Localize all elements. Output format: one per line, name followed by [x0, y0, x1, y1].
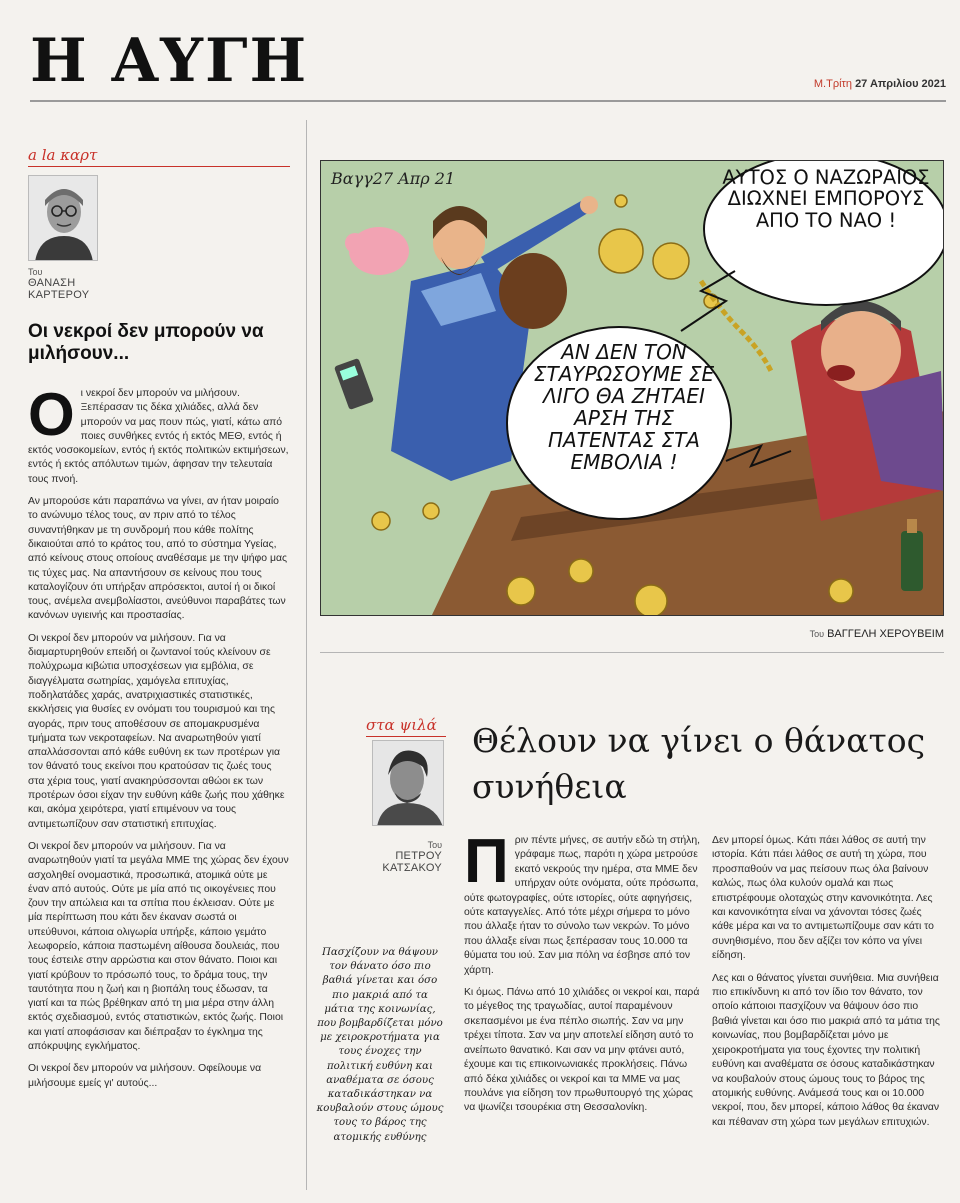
rubric-rule [28, 166, 290, 167]
column-separator [306, 120, 307, 1190]
cartoonist-signature: Βαγγ27 Απρ 21 [331, 169, 456, 188]
article-paragraph: Αν μπορούσε κάτι παραπάνω να γίνει, αν ήταν μοιραίο το ανώνυμο τέλος τους, αν πριν από το τέλος συναντήθηκαν με τη συνδρομή που κάθε πολίτης δικαιούται από το κράτος του, από το σύστημα Υγείας, από κείνους στους οποίους αναθέσαμε με την ψήφο μας τις τύχες μας. Να απαντήσουν σε κείνους που τους καταλογίζουν ότι υπήρξαν απρόσεκτοι, αυτοί ή οι δικοί τους, ανέμελα ανεμβολίαστοι, ανεύθυνοι παραβάτες των κανόνων υγιεινής και προστασίας. [28, 496, 287, 622]
rubric-rule-2 [366, 736, 446, 737]
author-photo [28, 175, 98, 261]
dateline-date: 27 Απριλίου 2021 [855, 78, 946, 90]
author-name-2-line1: ΠΕΤΡΟΥ [395, 850, 442, 862]
author-name-line1: ΘΑΝΑΣΗ [28, 277, 76, 289]
byline-2 [330, 834, 442, 874]
pull-quote: Πασχίζουν να θάψουν τον θάνατο όσο πιο βαθιά γίνεται και όσο πιο μακριά από τα μάτια της κοινωνίας, που βομβαρδίζεται μόνο με χειροκροτήματα για τους ένοχες την πολιτική ευθύνη και αναθέματα σε όσους καταδικάστηκαν να κουβαλούν στους ώμους τους το βάρος της ατομικής ευθύνης [316, 947, 444, 1143]
article-paragraph: Οι νεκροί δεν μπορούν να μιλήσουν. Για να διαμαρτυρηθούν επειδή οι ζωντανοί τούς κλείνουν σε πολύχρωμα κιβώτια υποσχέσεων για εμβόλια, σε διαγγέλματα σωτηρίας, χαμόγελα επιτυχίας, ποδηλατάδες χαράς, ανατριχιαστικές στατιστικές, εκκλήσεις για θυσίες εν ονόματι του τουρισμού και της αγοράς, πριν τους αποθέσουν σε απομακρυσμένα τμήματα των νεκροταφείων. Να αναρωτηθούν γιατί απαλλάσσονται από κάθε ευθύνη εκ των προτέρων για τον θάνατό τους εκείνοι που κρατούσαν τις ζωές τους στα χέρια τους, γιατί ανακηρύσσονται αθώοι εκ των προτέρων όσοι είχαν την ευθύνη κάθε ζωής που χάθηκε και, ακόμα χειρότερα, γιατί επιμένουν να τους αντιμετωπίζουν σαν στατιστική επιτυχίας. [28, 632, 285, 830]
article-paragraph [464, 827, 701, 978]
section-separator [320, 652, 944, 653]
byline-prefix-2: Του [427, 840, 442, 850]
dateline-day: Μ.Τρίτη [813, 78, 852, 90]
article-paragraph: Οι νεκροί δεν μπορούν να μιλήσουν. Για να αναρωτηθούν γιατί τα μεγάλα ΜΜΕ της χώρας δεν έχουν ασχοληθεί ονομαστικά, προσωπικά, ατομικά ούτε με έναν από αυτούς. Ούτε με μία από τις οικογένειες που ζουν την απώλεια και τα σπίτια που έκλεισαν. Ούτε με μία περίπτωση που κάτι δεν έκαναν σωστά οι υπεύθυνοι, κάποια ολιγωρία υπήρξε, κάποιο γεμάτο λεωφορείο, κάποια παστωμένη αίθουσα δουλειάς, που τους έστειλε στην αρρώστια και στον θάνατο. Ποιοι και γιατί κρύβουν το πρόσωπό τους, το δράμα τους, την ταυτότητα που η ζωή και η βιοπάλη τους έδωσαν, τα γιατί και τα πώς βρέθηκαν από τη μια μέρα στην άλλη εκτός σχεδιασμού, εντός στατιστικών, εκτός ζωής. Ποιοι και γιατί αποφάσισαν και διέπραξαν το έγκλημα της απόκρυψης εγκλήματος. [28, 840, 289, 1053]
article-paragraph: Οι νεκροί δεν μπορούν να μιλήσουν. Οφείλουμε να μιλήσουμε εμείς γι' αυτούς... [28, 1063, 262, 1089]
speech-bubble-top: ΑΥΤΟΣ Ο ΝΑΖΩΡΑΙΟΣ ΔΙΩΧΝΕΙ ΕΜΠΟΡΟΥΣ ΑΠΟ ΤΟ ΝΑΟ ! [722, 166, 930, 232]
cartoon-credit [810, 628, 944, 640]
article-paragraph: Λες και ο θάνατος γίνεται συνήθεια. Μια συνήθεια πιο επικίνδυνη κι από τον ίδιο τον θάνατο, τον οποίο κάποιοι πασχίζουν να θάψουν όσο πιο βαθιά γίνεται και όσο πιο μακριά από τα μάτια της κοινωνίας, που βομβαρδίζεται μόνο με χειροκροτήματα για τους έχοντες την πολιτική ευθύνη και αναθέματα σε όσους καταδικάστηκαν να κουβαλούν στους ώμους τους το βάρος της ατομικής ευθύνης. Ανάμεσά τους και οι 10.000 νεκροί, που, δεν μπορεί, κάποιο λάθος θα έκαναν και πέθαναν στη χώρα των μεγάλων επιτυχιών. [712, 972, 940, 1128]
masthead [0, 0, 960, 105]
dateline [814, 78, 946, 90]
speech-bubble-center: ΑΝ ΔΕΝ ΤΟΝ ΣΤΑΥΡΩΣΟΥΜΕ ΣΕ ΛΙΓΟ ΘΑ ΖΗΤΑΕΙ ΑΡΣΗ ΤΗΣ ΠΑΤΕΝΤΑΣ ΣΤΑ ΕΜΒΟΛΙΑ ! [533, 340, 715, 474]
article-paragraph: Δεν μπορεί όμως. Κάτι πάει λάθος σε αυτή την ιστορία. Κάτι πάει λάθος σε αυτή τη χώρα, που προσπαθούν να μας πείσουν πως όλα βαίνουν καλώς, πως όλα κυλούν ομαλά και πως επιστρέφουμε ολοταχώς στην κανονικότητα. Λες και κανονικότητα είναι να χάνονται τόσες ζωές κάθε μέρα και να το αντιμετωπίζουμε σαν κάτι το συνηθισμένο, που δεν αξίζει τον κόπο να γίνει είδηση. [712, 835, 934, 962]
masthead-rule [30, 100, 946, 102]
column-rubric: a la καρτ [28, 146, 98, 164]
paragraph-text: ι νεκροί δεν μπορούν να μιλήσουν. Ξεπέρασαν τις δέκα χιλιάδες, αλλά δεν μπορούν να μας πουν πώς, γιατί, κάτω από ποιες συνθήκες εντός ή εκτός ΜΕΘ, εντός ή εκτός νοσοκομείων, εντός ή εκτός πολιτικών εκτιμήσεων, εντός ή εκτός απόλυτων τιμών, άφησαν την τελευταία τους πνοή. [28, 388, 289, 485]
author-name-2-line2: ΚΑΤΣΑΚΟΥ [382, 862, 442, 874]
left-article [28, 146, 290, 1099]
drop-cap-2: Π [464, 827, 509, 896]
editorial-cartoon [320, 160, 944, 616]
article-body [28, 381, 290, 1091]
column-rubric-2: στα ψιλά [366, 716, 437, 734]
author-name-line2: ΚΑΡΤΕΡΟΥ [28, 289, 90, 301]
article-headline-2: Θέλουν να γίνει ο θάνατος συνήθεια [472, 721, 926, 806]
byline-prefix: Του [28, 267, 43, 277]
article-headline: Οι νεκροί δεν μπορούν να μιλήσουν... [28, 321, 264, 364]
article-paragraph: Κι όμως. Πάνω από 10 χιλιάδες οι νεκροί και, παρά το μέγεθος της τραγωδίας, αυτοί παραμένουν σκεπασμένοι με ένα πέπλο σιωπής. Σαν να μην τρέχει τίποτα. Σαν να μην αποτελεί είδηση αυτό το ανείπωτο θανατικό. Και σαν να μην φτάνει αυτό, έχουμε και τις επικοινωνιακές προκλήσεις. Πάνω από δέκα χιλιάδες οι νεκροί και τα ΜΜΕ να μας πουλάνε για είδηση τον πρωθυπουργό της χώρας να ψωνίζει τσουρέκια στη Θεσσαλονίκη. [464, 987, 700, 1114]
newspaper-logo: Η ΑΥΓΗ [30, 26, 309, 96]
credit-prefix: Του [809, 629, 825, 639]
cartoonist-name: ΒΑΓΓΕΛΗ ΧΕΡΟΥΒΕΙΜ [827, 628, 944, 640]
paragraph-text: ριν πέντε μήνες, σε αυτήν εδώ τη στήλη, γράφαμε πως, παρότι η χώρα μετρούσε εκατό νεκρούς την ημέρα, στα ΜΜΕ δεν υπήρχαν ούτε ονόματα, ούτε πρόσωπα, ούτε φωτογραφίες, ούτε ιστορίες, ούτε αφηγήσεις, ούτε καταγγελίες. Από τότε μέχρι σήμερα το μόνο που άλλαξε ήταν το σύνολο των νεκρών. Το μόνο που άλλαξε είναι πως ξεπέρασαν τους 10.000 τα θύματα του ιού. Σαν μια πόλη να έσβησε από τον χάρτη. [464, 835, 701, 976]
article-2-column-2 [712, 834, 946, 1138]
author-photo-2 [372, 740, 444, 826]
article-paragraph [28, 381, 290, 487]
drop-cap: Ο [28, 381, 75, 448]
article-2-column-1 [464, 827, 701, 1124]
